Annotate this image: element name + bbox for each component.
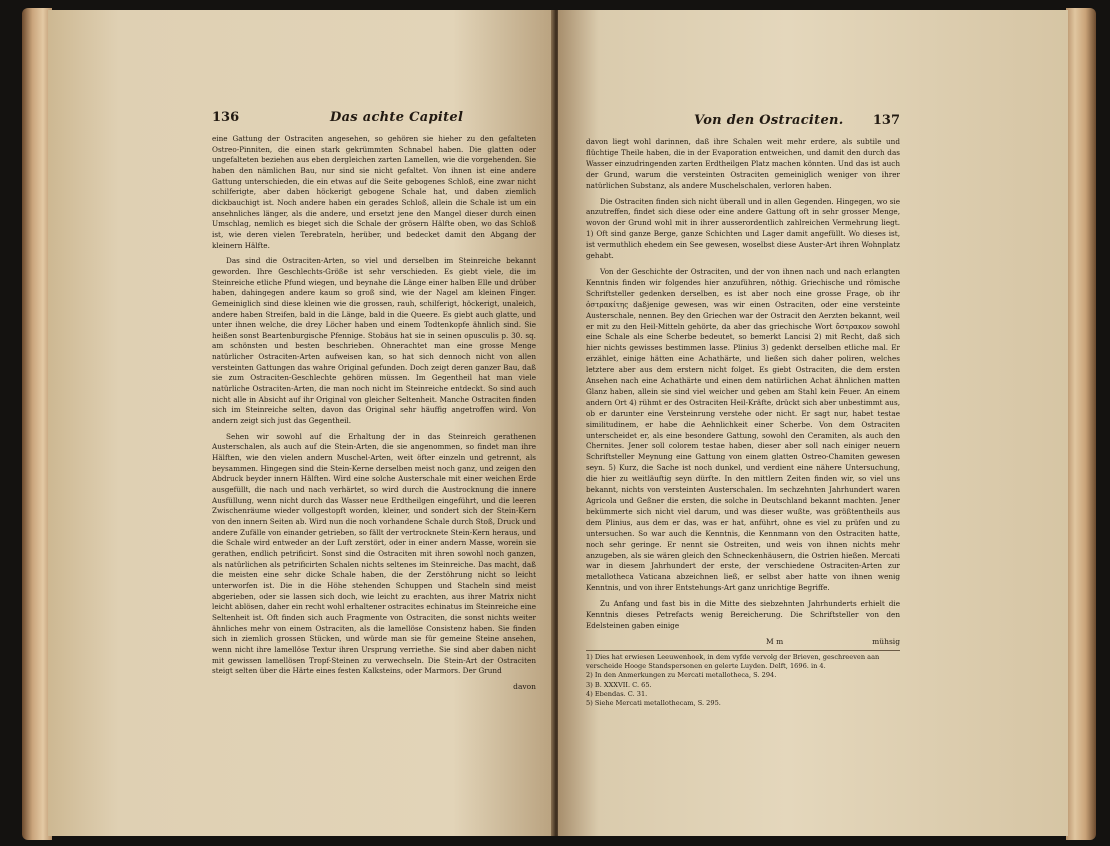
- footnote: 3) B. XXXVII. C. 65.: [586, 680, 652, 689]
- footnotes: [586, 650, 900, 709]
- paragraph: Die Ostraciten finden sich nicht überall und in allen Gegenden. Hingegen, wo sie anzutreffen, findet sich diese oder eine andere Gattung oft in sehr grosser Menge, wovon der Grund wohl mit in ihrer ausserordentlich zahlreichen Vermehrung liegt. 1) Oft sind ganze Berge, ganze Schichten und Lager damit angefüllt. Wo dieses ist, ist vermuthlich ehedem ein See gewesen, woselbst diese Auster-Art ihren Wohnplatz gehabt.: [586, 196, 900, 261]
- signature-mark: M m: [766, 636, 784, 646]
- paragraph: Sehen wir sowohl auf die Erhaltung der in das Steinreich gerathenen Austerschalen, als auch auf die Stein-Arten, die sie angenommen, so findet man ihre Hälften, wie den vielen andern Muschel-Arten, weit öfter einzeln und getrennt, als beysammen. Hingegen sind die Stein-Kerne derselben meist noch ganz, und zeigen den Abdruck beyder innern Hälften. Wird eine solche Austerschale mit einer weichen Erde ausgefüllt, die nach und nach verhärtet, so wird durch die Austrocknung die innere Ausfüllung, wenn nicht durch das Wasser neue Erdtheilgen eingeführt, und die leeren Zwischenräume wieder vollgestopft worden, kleiner, und sondert sich der Stein-Kern von den innern Seiten ab. Wird nun die noch vorhandene Schale durch Stoß, Druck und andere Zufälle von einander getrieben, so fällt der vertrocknete Stein-Kern heraus, und die Schale wird entweder an der Luft zerstört, oder in einer andern Masse, worein sie gerathen, endlich petrificirt. Sonst sind die Ostraciten mit ihren sowohl noch ganzen, als natürlichen als petrificirten Schalen nichts seltenes im Steinreiche. Das macht, daß die meisten eine sehr dicke Schale haben, die der Zerstöhrung nicht so leicht unterworfen ist. Die in die Höhe stehenden Schuppen und Stacheln sind meist abgerieben, oder sie lassen sich doch, wie leicht zu erachten, aus ihrer Matrix nicht leicht ablösen, daher ein recht wohl erhaltener ostracites echinatus im Steinreiche eine Seltenheit ist. Oft finden sich auch Fragmente von Ostraciten, die sonst nichts weiter ähnliches mehr von einem Ostraciten, als die lamellöse Consistenz haben. Sie finden sich in ziemlich grossen Stücken, und würde man sie für gemeine Steine ansehen, wenn nicht ihre lamellöse Textur ihren Ursprung verriethe. Sie sind aber daben nicht mit gewissen lamellösen Tropf-Steinen zu verwechseln. Die Stein-Art der Ostraciten steigt selten über die Härte eines festen Kalksteins, oder Marmors. Der Grund: [212, 431, 536, 676]
- paragraph: Von der Geschichte der Ostraciten, und der von ihnen nach und nach erlangten Kenntnis finden wir folgendes hier anzuführen, nöthig. Griechische und römische Schriftsteller gedenken derselben, es ist aber noch eine grosse Frage, ob ihr ὀστρακίτης daßjenige gewesen, was wir einen Ostraciten, oder eine versteinte Austerschale, nennen. Bey den Griechen war der Ostracit den Aerzten bekannt, weil er mit zu den Heil-Mitteln gehörte, da aber das griechische Wort ὄστρακον sowohl eine Schale als eine Scherbe bedeutet, so bemerkt Lancisi 2) mit Recht, daß sich hier nichts gewisses bestimmen lasse. Plinius 3) gedenkt derselben etliche mal. Er erzählet, einige hätten eine Achathärte, und ließen sich daher poliren, welches letztere aber aus dem erstern nicht folget. Es giebt Ostraciten, die dem ersten Ansehen nach eine Achathärte und einen dem natürlichen Achat ähnlichen matten Glanz haben, allein sie sind viel weicher und geben am Stahl kein Feuer. An einem andern Ort 4) rühmt er des Ostraciten Heil-Kräfte, drückt sich aber unbestimmt aus, ob er darunter eine Versteinrung verstehe oder nicht. Er sagt nur, habet testae similitudinem, er habe die Aehnlichkeit einer Scherbe. Von dem Ostraciten unterscheidet er, als eine besondere Gattung, sowohl den Ceramiten, als auch den Chernites. Jener soll colorem testae haben, dieser aber soll nach einiger neuern Schriftsteller Meynung eine Gattung von einem glatten Ostreo-Chamiten gewesen seyn. 5) Kurz, die Sache ist noch dunkel, und verdient eine nähere Untersuchung, die hier zu weitläuftig seyn dürfte. In den mittlern Zeiten finden wir, so viel uns bekannt, nichts von versteinten Austerschalen. Im sechzehnten Jahrhundert waren Agricola und Geßner die ersten, die solche in Deutschland bekannt machten. Jener bekümmerte sich nicht viel darum, und was dieser wußte, was größtentheils aus dem Plinius, aus dem er das, was er hat, anführt, ohne es viel zu prüfen und zu untersuchen. So war auch die Kenntnis, die Kennmann von den Ostraciten hatte, noch sehr geringe. Er nennt sie Ostreiten, und weis von ihnen nichts mehr anzugeben, als sie wären gleich den Schneckenhäusern, die Ostrien hießen. Mercati war in diesem Jahrhundert der erste, der verschiedene Ostraciten-Arten zur metallotheca Vaticana abzeichnen ließ, er selbst aber hatte von ihnen wenig Kenntnis, und von ihrer Entstehungs-Art ganz unrichtige Begriffe.: [586, 266, 900, 593]
- running-head-right: [586, 113, 900, 133]
- book-fore-edge-right: [1066, 8, 1096, 840]
- paragraph: eine Gattung der Ostraciten angesehen, so gehören sie hieher zu den gefalteten Ostreo-Pinniten, die einen stark gekrümmten Schnabel haben. Die glatten oder ungefalteten beziehen aus eben dergleichen zarten Lamellen, wie die vorgehenden. Sie haben den nämlichen Bau, nur sind sie nicht gefaltet. Von ihnen ist eine andere Gattung unterschieden, die ein etwas auf die Seite gebogenes Schloß, eine zwar nicht schilferigte, aber daben höckerigt gebogene Schale hat, und daben ziemlich dickbauchigt ist. Noch andere haben ein gerades Schloß, allein die Schale ist um ein ansehnliches länger, als die andere, und ersetzt jene den Mangel dieser durch einen Umschlag, nemlich es bieget sich die Schale der grösern Hälfte oben, wo das Schloß ist, wie deren vielen Terebrateln, herüber, und bedecket damit den Abgang der kleinern Hälfte.: [212, 134, 536, 250]
- paragraph: Das sind die Ostraciten-Arten, so viel und derselben im Steinreiche bekannt geworden. Ihre Geschlechts-Größe ist sehr verschieden. Es giebt viele, die im Steinreiche etliche Pfund wiegen, und beynahe die Länge einer halben Elle und drüber haben, dahingegen andere kaum so groß sind, wie der Nagel am kleinen Finger. Gemeiniglich sind diese kleinen wie die grossen, rauh, schilferigt, höckerigt, unaleich, andere haben Streifen, bald in die Länge, bald in die Queere. Es giebt auch glatte, und unter ihnen welche, die drey Löcher haben und einem Todtenkopfe ähnlich sind. Sie heißen sonst Beartenburgische Pfennige. Stobäus hat sie in seinen opusculis p. 30. sq. am schönsten und besten beschrieben. Ohnerachtet man eine grosse Menge natürlicher Ostraciten-Arten aufweisen kan, so hat sich dennoch nicht von allen versteinten Gattungen das wahre Original gefunden. Doch zeigt deren ganzer Bau, daß sie zum Ostraciten-Geschlechte gehören müssen. Im Gegentheil hat man viele natürliche Ostraciten-Arten, die man noch nicht im Steinreiche entdeckt. So sind auch nicht alle in Absicht auf ihr Original von gleicher Seltenheit. Manche Ostraciten finden sich im Steinreiche selten, davon das Original sehr häuffig angetroffen wird. Von andern zeigt sich just das Gegentheil.: [212, 256, 536, 426]
- running-head-left: [212, 110, 536, 130]
- left-page: [48, 10, 554, 836]
- catchword: davon: [513, 681, 536, 691]
- right-page: [558, 10, 1068, 836]
- catchword: mühsig: [872, 636, 900, 646]
- body-text: [212, 134, 536, 677]
- paragraph: davon liegt wohl darinnen, daß ihre Schalen weit mehr erdere, als subtile und flüchtige Theile haben, die in der Evaporation entweichen, und damit den durch das Wasser einzudringenden zarten Erdtheilgen Platz machen könnten. Und das ist auch der Grund, warum die versteinten Ostraciten gemeiniglich weniger von ihrer natürlichen Substanz, als andere Muschelschalen, verloren haben.: [586, 137, 900, 190]
- page-number: 137: [872, 113, 900, 128]
- footnote: 1) Dies hat erwiesen Leeuwenhoek, in dem vyfde vervolg der Brieven, geschreeven aan verscheide Hooge Standspersonen en gelerte Luyden. Delft, 1696. in 4.: [586, 652, 880, 671]
- chapter-heading: Von den Ostraciten.: [694, 113, 844, 128]
- footnote: 5) Siehe Mercati metallothecam, S. 295.: [586, 699, 721, 708]
- page-number: 136: [212, 110, 240, 125]
- footnote: 4) Ebendas. C. 31.: [586, 690, 648, 699]
- paragraph: Zu Anfang und fast bis in die Mitte des siebzehnten Jahrhunderts erhielt die Kenntnis dieses Petrefacts wenig Bereicherung. Die Schriftsteller von den Edelsteinen gaben einige: [586, 599, 900, 630]
- signature-line: [586, 637, 900, 647]
- body-text: [586, 137, 900, 632]
- footnote: 2) In den Anmerkungen zu Mercati metallotheca, S. 294.: [586, 671, 777, 680]
- chapter-heading: Das achte Capitel: [330, 110, 464, 125]
